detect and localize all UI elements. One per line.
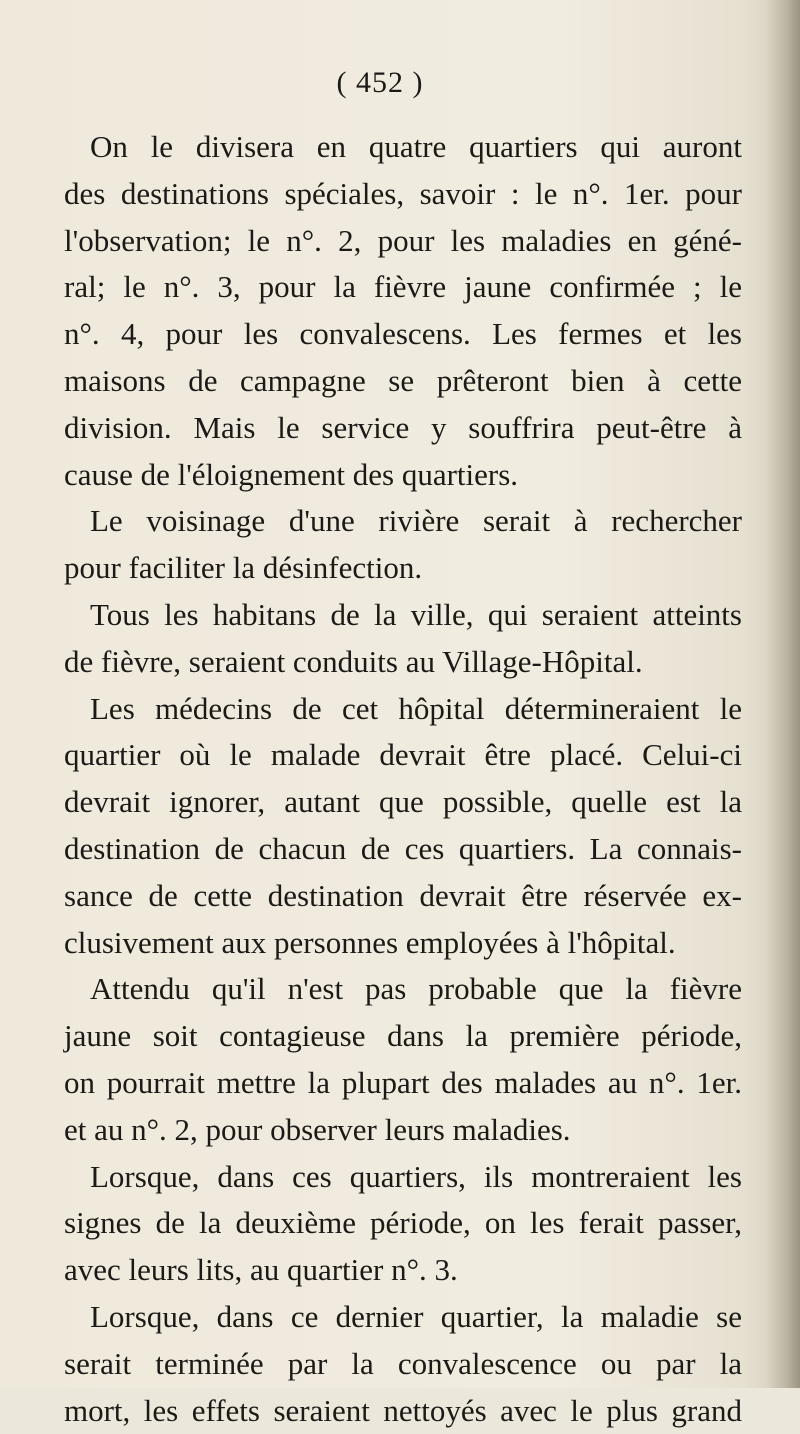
text-line: sance de cette destination devrait être réservée ex- [64,877,742,913]
text-line: On le divisera en quatre quartiers qui auront [90,129,742,164]
text-line: avec leurs lits, au quartier n°. 3. [64,1252,458,1288]
text-line: clusivement aux personnes employées à l'hôpital. [64,924,676,960]
text-line: l'observation; le n°. 2, pour les maladies en géné- [64,222,742,258]
text-line: Tous les habitans de la ville, qui seraient atteints [90,596,742,632]
text-line: pour faciliter la désinfection. [64,550,423,586]
text-line: Les médecins de cet hôpital détermineraient le [90,690,742,726]
page-number: ( 452 ) [336,66,424,99]
text-line: maisons de campagne se prêteront bien à cette [64,362,742,398]
text-line: Le voisinage d'une rivière serait à rechercher [90,503,742,539]
text-line: quartier où le malade devrait être placé. Celui-ci [64,737,742,773]
text-line: on pourrait mettre la plupart des malades au n°. 1er. [64,1064,742,1100]
text-line: destination de chacun de ces quartiers. La connais- [64,830,742,866]
text-line: jaune soit contagieuse dans la première période, [64,1018,742,1054]
page-edge-shadow [766,0,800,1388]
text-line: ral; le n°. 3, pour la fièvre jaune confirmée ; le [64,269,742,305]
text-line: signes de la deuxième période, on les ferait passer, [64,1205,742,1241]
text-line: Lorsque, dans ce dernier quartier, la maladie se [90,1298,742,1334]
text-line: et au n°. 2, pour observer leurs maladies. [64,1111,571,1147]
text-line: Lorsque, dans ces quartiers, ils montreraient les [90,1158,742,1194]
text-line: cause de l'éloignement des quartiers. [64,456,519,492]
text-line: mort, les effets seraient nettoyés avec le plus grand [64,1392,742,1428]
text-line: n°. 4, pour les convalescens. Les fermes et les [64,316,742,352]
body-text [64,124,742,1434]
text-line: Attendu qu'il n'est pas probable que la fièvre [90,971,742,1007]
text-line: serait terminée par la convalescence ou par la [64,1345,742,1381]
text-line: des destinations spéciales, savoir : le n°. 1er. pour [64,175,742,211]
text-line: devrait ignorer, autant que possible, quelle est la [64,784,742,820]
text-line: division. Mais le service y souffrira peut-être à [64,409,742,445]
text-line: de fièvre, seraient conduits au Village-Hôpital. [64,643,643,679]
